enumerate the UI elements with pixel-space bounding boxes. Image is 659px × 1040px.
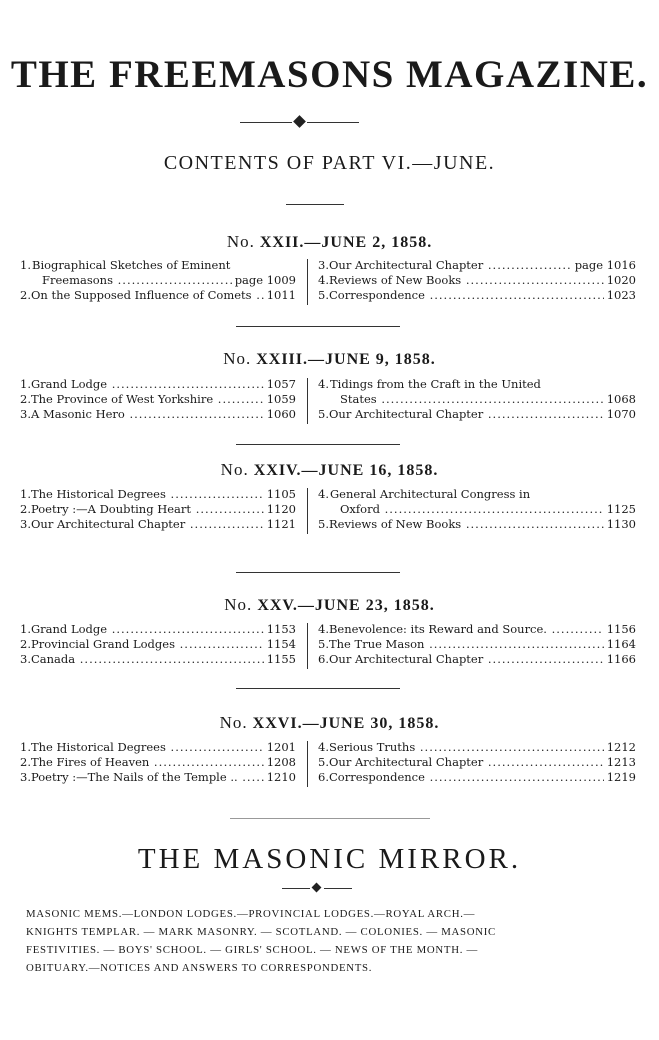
- entry-number: 2.: [20, 755, 31, 769]
- entry-title: Our Architectural Chapter .....: [329, 258, 572, 273]
- contents-entry: [318, 487, 636, 502]
- entry-title: Our Architectural Chapter .....: [329, 407, 604, 422]
- contents-entry: [20, 517, 296, 532]
- contents-entry: [20, 258, 296, 273]
- issue-number-label: No.: [226, 232, 255, 251]
- entry-title: Our Architectural Chapter .....: [31, 517, 264, 532]
- entry-title: Correspondence .....: [329, 288, 604, 303]
- divider: [286, 204, 344, 205]
- entry-title: Oxford .....: [340, 502, 604, 517]
- entry-number: 1.: [20, 377, 31, 391]
- contents-entry: [20, 288, 296, 303]
- magazine-title: THE FREEMASONS MAGAZINE.: [10, 53, 649, 96]
- entry-number: 5.: [318, 288, 329, 302]
- contents-column-right: [318, 377, 636, 422]
- entry-page: 1219: [606, 770, 636, 784]
- entry-number: 3.: [20, 770, 31, 784]
- ornament-rule-left: [282, 888, 310, 889]
- entry-page: 1105: [266, 487, 296, 501]
- entry-title: Benevolence: its Reward and Source. .....: [329, 622, 604, 637]
- contents-entry: [20, 740, 296, 755]
- contents-entry: [318, 258, 636, 273]
- entry-page: 1070: [606, 407, 636, 421]
- issue-heading: [0, 232, 659, 252]
- entry-page: 1210: [266, 770, 296, 784]
- issue-date: XXIII.—JUNE 9, 1858.: [256, 351, 436, 368]
- contents-column-right: [318, 258, 636, 303]
- entry-title: Biographical Sketches of Eminent: [32, 258, 231, 272]
- contents-entry: [20, 407, 296, 422]
- entry-title: On the Supposed Influence of Comets .....: [31, 288, 264, 303]
- ornament-diamond: [312, 883, 322, 893]
- entry-page: 1130: [606, 517, 636, 531]
- issue-heading: [0, 595, 659, 615]
- issue-number-label: No.: [220, 460, 249, 479]
- entry-title: The Fires of Heaven .....: [31, 755, 264, 770]
- mirror-title: THE MASONIC MIRROR.: [137, 843, 522, 875]
- entry-page: 1208: [266, 755, 296, 769]
- issue-date: XXV.—JUNE 23, 1858.: [257, 597, 435, 614]
- section-divider: [236, 444, 400, 445]
- contents-column-left: [20, 740, 296, 785]
- contents-entry: [318, 755, 636, 770]
- issue-number-label: No.: [223, 349, 252, 368]
- contents-entry: [20, 487, 296, 502]
- mirror-line: FESTIVITIES. — BOYS' SCHOOL. — GIRLS' SCHOOL. — NEWS OF THE MONTH. —: [26, 944, 478, 956]
- contents-entry: [20, 392, 296, 407]
- entry-page: 1057: [266, 377, 296, 391]
- entry-page: 1125: [606, 502, 636, 516]
- contents-entry: [318, 377, 636, 392]
- column-separator: [307, 623, 308, 669]
- entry-page: 1154: [266, 637, 296, 651]
- issue-heading: [0, 349, 659, 369]
- mirror-contents: [26, 905, 641, 977]
- contents-subtitle: CONTENTS OF PART VI.—JUNE.: [163, 152, 496, 174]
- issue-date: XXII.—JUNE 2, 1858.: [259, 234, 433, 251]
- entry-page: 1156: [606, 622, 636, 636]
- contents-entry: [318, 652, 636, 667]
- entry-page: 1120: [266, 502, 296, 516]
- entry-title: Poetry :—A Doubting Heart .....: [31, 502, 264, 517]
- ornament-diamond: [293, 115, 306, 128]
- entry-page: 1213: [606, 755, 636, 769]
- entry-title: States .....: [340, 392, 604, 407]
- contents-entry: [318, 622, 636, 637]
- entry-title: Grand Lodge .....: [31, 622, 264, 637]
- entry-number: 3.: [20, 517, 31, 531]
- entry-page: 1155: [266, 652, 296, 666]
- entry-number: 5.: [318, 637, 329, 651]
- contents-column-left: [20, 622, 296, 667]
- entry-number: 6.: [318, 770, 329, 784]
- issue-number-label: No.: [219, 713, 248, 732]
- entry-number: 4.: [318, 487, 329, 501]
- section-divider: [236, 326, 400, 327]
- entry-title: A Masonic Hero .....: [31, 407, 264, 422]
- entry-number: 3.: [318, 258, 329, 272]
- entry-number: 4.: [318, 622, 329, 636]
- entry-page: 1023: [606, 288, 636, 302]
- column-separator: [307, 378, 308, 424]
- entry-title: Serious Truths .....: [329, 740, 604, 755]
- entry-number: 1.: [20, 740, 31, 754]
- entry-title: Tidings from the Craft in the United: [330, 377, 541, 391]
- contents-entry: [318, 740, 636, 755]
- mirror-line: KNIGHTS TEMPLAR. — MARK MASONRY. — SCOTLAND. — COLONIES. — MASONIC: [26, 926, 496, 938]
- entry-title: Our Architectural Chapter .....: [329, 755, 604, 770]
- entry-title: Poetry :—The Nails of the Temple .. .....: [31, 770, 264, 785]
- entry-number: 2.: [20, 502, 31, 516]
- entry-page: 1121: [266, 517, 296, 531]
- entry-number: 4.: [318, 273, 329, 287]
- contents-entry: [20, 622, 296, 637]
- issue-date: XXIV.—JUNE 16, 1858.: [253, 462, 439, 479]
- entry-title: Freemasons .....: [42, 273, 232, 288]
- column-separator: [307, 259, 308, 305]
- contents-entry: [20, 770, 296, 785]
- mirror-line: OBITUARY.—NOTICES AND ANSWERS TO CORRESPONDENTS.: [26, 962, 373, 974]
- contents-column-right: [318, 622, 636, 667]
- contents-entry: [318, 288, 636, 303]
- issue-number-label: No.: [224, 595, 253, 614]
- section-divider: [236, 572, 400, 573]
- entry-title: The True Mason .....: [329, 637, 604, 652]
- entry-number: 3.: [20, 652, 31, 666]
- contents-entry: [318, 273, 636, 288]
- entry-page: 1068: [606, 392, 636, 406]
- entry-title: The Province of West Yorkshire .....: [31, 392, 264, 407]
- entry-number: 6.: [318, 652, 329, 666]
- column-separator: [307, 741, 308, 787]
- entry-number: 1.: [20, 487, 31, 501]
- entry-title: Canada .....: [31, 652, 264, 667]
- issue-date: XXVI.—JUNE 30, 1858.: [252, 715, 440, 732]
- mirror-line: MASONIC MEMS.—LONDON LODGES.—PROVINCIAL LODGES.—ROYAL ARCH.—: [26, 908, 476, 920]
- contents-entry: [20, 755, 296, 770]
- contents-entry: [318, 637, 636, 652]
- entry-title: General Architectural Congress in: [330, 487, 531, 501]
- entry-page: page 1016: [574, 258, 636, 272]
- entry-number: 2.: [20, 637, 31, 651]
- ornament-rule-right: [324, 888, 352, 889]
- entry-title: Provincial Grand Lodges .....: [31, 637, 264, 652]
- entry-number: 2.: [20, 288, 31, 302]
- entry-page: 1166: [606, 652, 636, 666]
- entry-page: 1011: [266, 288, 296, 302]
- entry-title: The Historical Degrees .....: [31, 487, 264, 502]
- entry-page: 1059: [266, 392, 296, 406]
- entry-page: 1201: [266, 740, 296, 754]
- entry-number: 2.: [20, 392, 31, 406]
- contents-column-right: [318, 740, 636, 785]
- entry-page: 1153: [266, 622, 296, 636]
- divider: [230, 818, 430, 819]
- contents-entry: [20, 637, 296, 652]
- entry-title: Correspondence .....: [329, 770, 604, 785]
- entry-page: 1020: [606, 273, 636, 287]
- contents-entry: [318, 770, 636, 785]
- contents-entry: [318, 502, 636, 517]
- contents-column-left: [20, 258, 296, 303]
- entry-page: 1212: [606, 740, 636, 754]
- contents-entry: [20, 377, 296, 392]
- contents-column-left: [20, 487, 296, 532]
- contents-entry: [318, 517, 636, 532]
- entry-title: The Historical Degrees .....: [31, 740, 264, 755]
- entry-title: Grand Lodge .....: [31, 377, 264, 392]
- issue-heading: [0, 713, 659, 733]
- entry-page: page 1009: [234, 273, 296, 287]
- entry-number: 4.: [318, 377, 329, 391]
- ornament-rule-right: [307, 122, 359, 123]
- entry-number: 5.: [318, 517, 329, 531]
- issue-heading: [0, 460, 659, 480]
- contents-column-left: [20, 377, 296, 422]
- contents-column-right: [318, 487, 636, 532]
- entry-title: Reviews of New Books .....: [329, 273, 604, 288]
- entry-title: Our Architectural Chapter .....: [329, 652, 604, 667]
- entry-number: 5.: [318, 407, 329, 421]
- entry-number: 1.: [20, 258, 31, 272]
- ornament-rule-left: [240, 122, 292, 123]
- contents-entry: [20, 273, 296, 288]
- section-divider: [236, 688, 400, 689]
- entry-number: 5.: [318, 755, 329, 769]
- entry-number: 4.: [318, 740, 329, 754]
- contents-entry: [20, 502, 296, 517]
- contents-entry: [318, 407, 636, 422]
- contents-entry: [20, 652, 296, 667]
- entry-number: 1.: [20, 622, 31, 636]
- contents-entry: [318, 392, 636, 407]
- entry-number: 3.: [20, 407, 31, 421]
- column-separator: [307, 488, 308, 534]
- entry-title: Reviews of New Books .....: [329, 517, 604, 532]
- entry-page: 1164: [606, 637, 636, 651]
- entry-page: 1060: [266, 407, 296, 421]
